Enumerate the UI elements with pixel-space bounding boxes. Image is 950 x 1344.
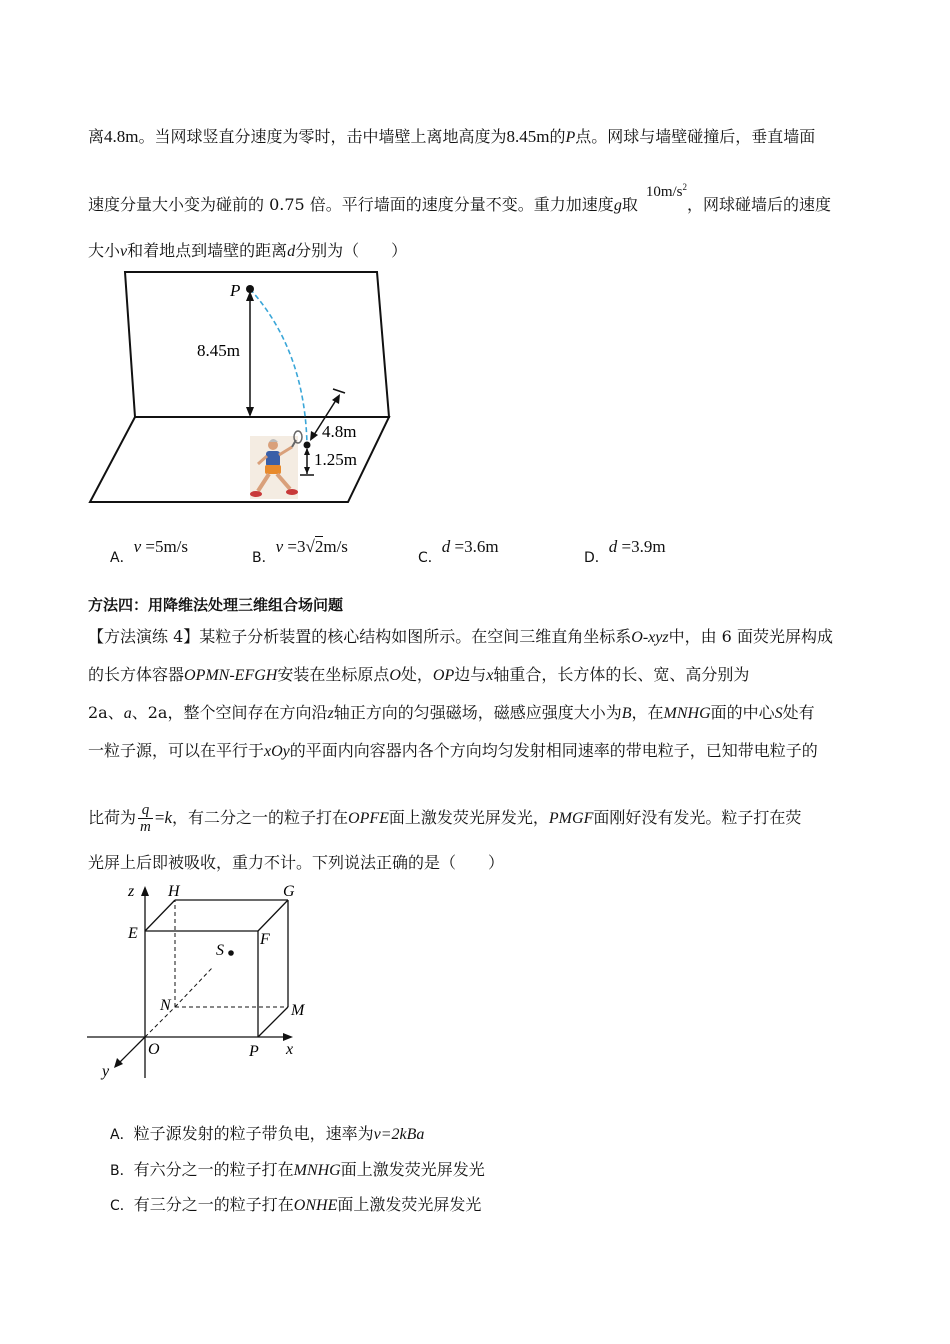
- label-s: S: [216, 942, 224, 959]
- text: 的: [549, 127, 566, 146]
- text: 比荷为: [88, 808, 137, 827]
- option-text: 面上激发荧光屏发光: [340, 1160, 485, 1179]
- ratio-symbol: k: [164, 808, 172, 827]
- label-h: H: [168, 883, 180, 900]
- section-heading: 方法四：用降维法处理三维组合场问题: [88, 596, 344, 614]
- source-label: S: [774, 705, 783, 722]
- text: 中，由 6 面荧光屏构成: [668, 627, 833, 646]
- face-label: OPFE: [348, 810, 389, 827]
- edge-label: OP: [432, 667, 455, 684]
- arrowhead: [332, 394, 340, 404]
- container-name: OPMN-EFGH: [184, 667, 278, 684]
- ball-dot: [304, 442, 311, 449]
- edge-fg: [258, 900, 288, 931]
- arrowhead: [141, 886, 149, 896]
- text: 边与: [454, 665, 487, 684]
- option-expr: =3.6m: [450, 537, 499, 556]
- equals: =: [154, 808, 165, 827]
- text: 分别为（ ）: [295, 241, 408, 260]
- text: 大小: [88, 241, 121, 260]
- sqrt-value: 2: [314, 537, 324, 556]
- text: 面刚好没有发光。粒子打在荧: [593, 808, 802, 827]
- option-2b[interactable]: [110, 1157, 485, 1180]
- text: 轴正方向的匀强磁场，磁感应强度大小为: [333, 703, 622, 722]
- option-text: 面上激发荧光屏发光: [337, 1195, 482, 1214]
- text: 处有: [782, 703, 815, 722]
- p2-line5: [88, 802, 801, 835]
- text: ，整个空间存在方向沿: [167, 703, 328, 722]
- label-g: G: [283, 883, 295, 900]
- axis-label: z: [327, 705, 334, 722]
- option-label: C．: [110, 1198, 134, 1214]
- option-text: 粒子源发射的粒子带负电，速率为: [133, 1124, 374, 1143]
- text: 光屏上后即被吸收，重力不计。下列说法正确的是（ ）: [88, 853, 505, 872]
- text: 、: [131, 703, 148, 722]
- coord-system: O-xyz: [631, 629, 669, 646]
- text: 面的中心: [710, 703, 775, 722]
- denominator: m: [140, 819, 151, 835]
- option-a[interactable]: [110, 537, 189, 566]
- source-dot: [228, 950, 234, 956]
- option-expr: =5m/s: [141, 537, 189, 556]
- option-var: v: [133, 537, 142, 556]
- face-label: MNHG: [663, 705, 711, 722]
- label-x: x: [286, 1041, 294, 1058]
- text: 和着地点到墙壁的距离: [127, 241, 288, 260]
- option-label: C．: [418, 550, 442, 566]
- text: ，网球碰墙后的速度: [687, 195, 832, 214]
- option-2a[interactable]: [110, 1121, 424, 1144]
- arrowhead: [283, 1033, 293, 1041]
- label-hit-height: 1.25m: [314, 450, 357, 469]
- arrowhead: [310, 431, 318, 441]
- p1-line1: [88, 126, 815, 149]
- arrowhead: [304, 467, 310, 474]
- p2-line1: [88, 626, 833, 649]
- exponent: 2: [682, 182, 688, 192]
- text: 。当网球竖直分速度为零时，击中墙壁上离地高度为: [138, 127, 507, 146]
- option-face: ONHE: [293, 1197, 338, 1214]
- distance-value: 4.8m: [104, 127, 139, 146]
- option-expr: =3.9m: [617, 537, 666, 556]
- text: 、: [107, 703, 124, 722]
- text: 的平面内向容器内各个方向均匀发射相同速率的带电粒子，已知带电粒子的: [289, 741, 818, 760]
- text: 取: [621, 195, 638, 214]
- charge-mass-fraction: [138, 802, 153, 835]
- option-2c[interactable]: [110, 1192, 481, 1215]
- option-var: v: [275, 537, 284, 556]
- face-label: PMGF: [548, 810, 594, 827]
- option-label: B．: [110, 1163, 134, 1179]
- text: 离: [88, 127, 105, 146]
- wall-outline: [125, 272, 389, 417]
- text: 面上激发荧光屏发光，: [388, 808, 549, 827]
- label-n: N: [160, 997, 171, 1014]
- text: 【方法演练 4】某粒子分析装置的核心结构如图所示。在空间三维直角坐标系: [88, 627, 632, 646]
- text: 的长方体容器: [88, 665, 185, 684]
- text: 安装在坐标原点: [277, 665, 390, 684]
- label-e: E: [128, 925, 138, 942]
- gravity-symbol: g: [613, 197, 622, 214]
- plane-label: xOy: [264, 743, 290, 760]
- option-unit: m/s: [323, 537, 348, 556]
- option-label: B．: [252, 550, 276, 566]
- text: 处，: [400, 665, 433, 684]
- dimension: 2a: [88, 703, 108, 722]
- option-b[interactable]: [252, 537, 348, 566]
- edge-ns: [175, 968, 212, 1007]
- label-z: z: [128, 883, 135, 900]
- text: 轴重合，长方体的长、宽、高分别为: [493, 665, 750, 684]
- label-m: M: [291, 1002, 305, 1019]
- option-d[interactable]: [584, 537, 666, 566]
- option-expr: =3: [283, 537, 306, 556]
- arrowhead: [304, 448, 310, 455]
- sqrt-sign: √: [305, 537, 315, 556]
- label-y: y: [102, 1063, 110, 1080]
- gravity-value: [646, 184, 687, 200]
- p1-line3: [88, 240, 407, 263]
- arrowhead: [246, 407, 254, 417]
- option-var: d: [441, 537, 451, 556]
- text: 点。网球与墙壁碰撞后，垂直墙面: [575, 127, 816, 146]
- option-var: d: [608, 537, 618, 556]
- option-c[interactable]: [418, 537, 499, 566]
- field-symbol: B: [621, 705, 632, 722]
- axis-label: x: [486, 667, 494, 684]
- p1-line2: [88, 182, 832, 217]
- dimension: a: [123, 705, 132, 722]
- tick: [333, 389, 345, 393]
- text: 速度分量大小变为碰前的 0.75 倍。平行墙面的速度分量不变。重力加速度: [88, 195, 614, 214]
- gravity-unit: 10m/s: [645, 184, 683, 200]
- label-o: O: [148, 1041, 160, 1058]
- edge-pm: [258, 1007, 288, 1037]
- p2-line2: [88, 664, 749, 687]
- label-p: P: [249, 1043, 259, 1060]
- text: ，有二分之一的粒子打在: [172, 808, 349, 827]
- option-face: MNHG: [293, 1162, 341, 1179]
- option-formula: v=2kBa: [373, 1126, 425, 1143]
- origin-label: O: [389, 667, 401, 684]
- distance-symbol: d: [287, 243, 296, 260]
- text: ，在: [631, 703, 664, 722]
- option-label: A．: [110, 550, 134, 566]
- ball-trajectory: [250, 289, 307, 445]
- p2-line4: [88, 740, 818, 763]
- edge-eh: [145, 900, 175, 931]
- height-value: 8.45m: [506, 127, 550, 146]
- y-axis: [118, 1037, 145, 1064]
- p2-line3: [88, 702, 815, 725]
- label-distance: 4.8m: [322, 422, 357, 441]
- box-coordinate-figure: [82, 878, 322, 1083]
- option-label: D．: [584, 550, 609, 566]
- label-p: P: [230, 281, 241, 300]
- velocity-symbol: v: [120, 243, 128, 260]
- point-label: P: [565, 129, 576, 146]
- option-label: A．: [110, 1127, 134, 1143]
- option-text: 有三分之一的粒子打在: [133, 1195, 294, 1214]
- p2-line6: [88, 852, 504, 874]
- dimension: 2a: [147, 703, 168, 722]
- tennis-wall-figure: [80, 265, 400, 510]
- label-height: 8.45m: [197, 341, 240, 360]
- option-text: 有六分之一的粒子打在: [133, 1160, 294, 1179]
- label-f: F: [260, 931, 270, 948]
- numerator: q: [138, 802, 153, 819]
- text: 一粒子源，可以在平行于: [88, 741, 265, 760]
- tennis-player-icon: [250, 431, 302, 499]
